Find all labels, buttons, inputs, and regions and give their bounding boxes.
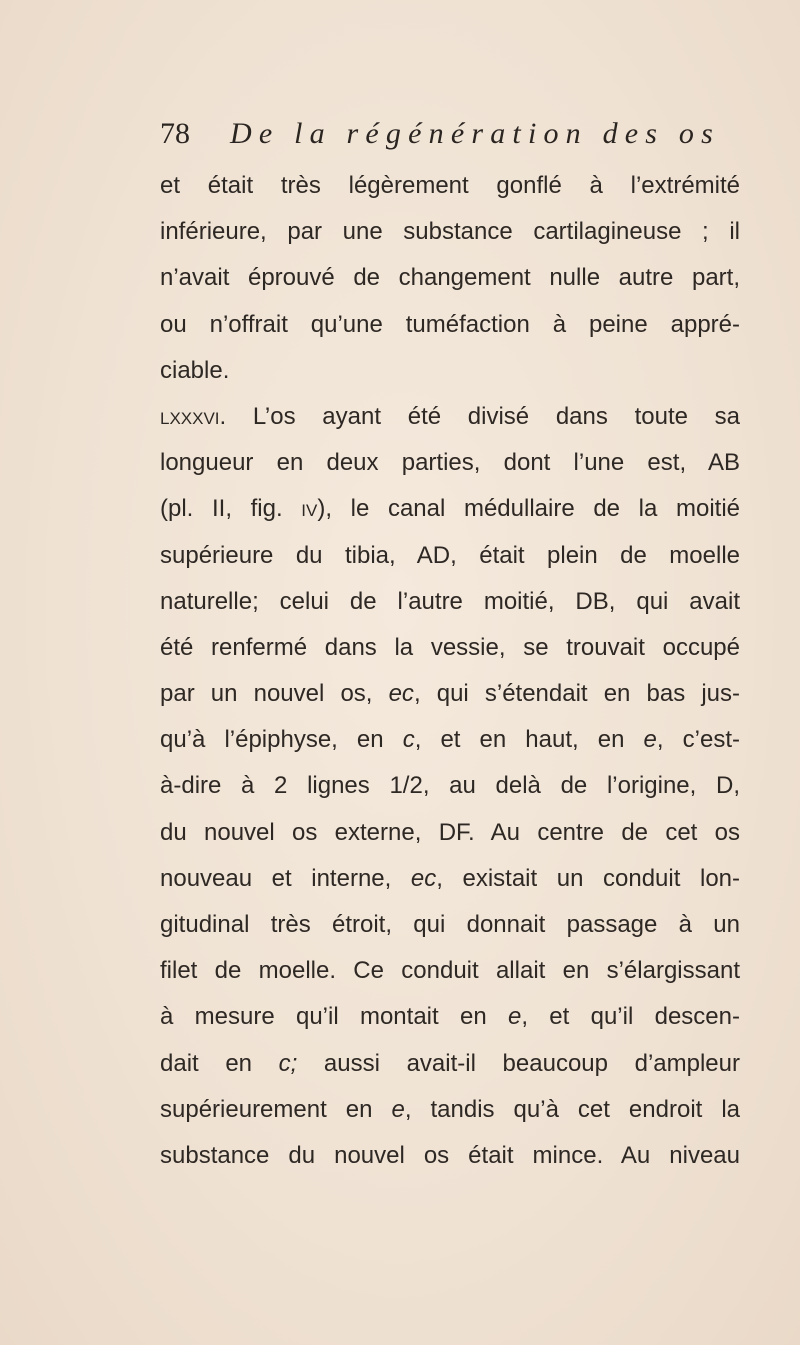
text-line (160, 1087, 740, 1133)
text-line (160, 255, 740, 301)
text-line (160, 1041, 740, 1087)
text-segment: par un nouvel os, (160, 680, 389, 708)
running-title: De la régénération des os (230, 117, 720, 150)
italic-text: ec (410, 864, 437, 892)
text-segment: longueur en deux parties, dont l’une est, AB (160, 449, 740, 477)
text-segment: . L’os ayant été divisé dans toute sa (219, 402, 740, 430)
text-line (160, 671, 740, 717)
text-segment: naturelle; celui de l’autre moitié, DB, qui avait (160, 587, 740, 615)
small-caps-text: lxxxvi (160, 402, 220, 430)
text-line (160, 717, 740, 763)
text-line (160, 163, 740, 209)
text-segment: , tandis qu’à cet endroit la (404, 1095, 740, 1123)
italic-text: e (507, 1003, 522, 1031)
italic-text: ec (388, 680, 414, 708)
text-line (160, 994, 740, 1040)
text-segment: , et en haut, en (414, 726, 644, 754)
text-line (160, 763, 740, 809)
text-segment: à-dire à 2 lignes 1/2, au delà de l’origine, D, (160, 772, 740, 800)
text-line (160, 394, 740, 440)
text-segment: supérieure du tibia, AD, était plein de moelle (160, 541, 740, 569)
body-text (160, 163, 740, 1179)
text-segment: ), le canal médullaire de la moitié (317, 495, 740, 523)
text-line (160, 902, 740, 948)
text-segment: aussi avait-il beaucoup d’ampleur (297, 1049, 740, 1077)
text-line (160, 948, 740, 994)
text-segment: filet de moelle. Ce conduit allait en s’élargissant (160, 957, 740, 985)
text-segment: , qui s’étendait en bas jus- (413, 680, 740, 708)
italic-text: e (391, 1095, 405, 1123)
text-line (160, 440, 740, 486)
text-line (160, 533, 740, 579)
small-caps-text: iv (301, 495, 318, 523)
text-segment: et était très légèrement gonflé à l’extrémité (160, 172, 740, 199)
italic-text: c; (278, 1049, 298, 1077)
text-segment: à mesure qu’il montait en (160, 1003, 508, 1031)
text-line (160, 302, 740, 348)
text-line (160, 209, 740, 255)
text-segment: qu’à l’épiphyse, en (160, 726, 403, 754)
text-segment: , existait un conduit lon- (436, 864, 740, 892)
text-segment: été renfermé dans la vessie, se trouvait occupé (160, 633, 740, 661)
text-segment: , et qu’il descen- (521, 1003, 740, 1031)
italic-text: e (643, 726, 657, 754)
text-segment: inférieure, par une substance cartilagineuse ; il (160, 218, 740, 246)
text-line (160, 348, 740, 394)
text-segment: supérieurement en (160, 1095, 392, 1123)
text-segment: dait en (160, 1049, 279, 1077)
text-segment: gitudinal très étroit, qui donnait passage à un (160, 911, 740, 938)
text-segment: nouveau et interne, (160, 864, 411, 892)
italic-text: c (402, 726, 415, 754)
page-header (160, 112, 720, 156)
page-number: 78 (160, 117, 190, 150)
text-segment: , c’est- (656, 726, 740, 754)
text-segment: substance du nouvel os était mince. Au niveau (160, 1141, 740, 1169)
text-line (160, 579, 740, 625)
text-segment: ou n’offrait qu’une tuméfaction à peine appré- (160, 310, 740, 338)
text-line (160, 856, 740, 902)
text-segment: du nouvel os externe, DF. Au centre de cet os (160, 818, 740, 846)
text-line (160, 486, 740, 532)
text-line (160, 1133, 740, 1179)
text-line (160, 625, 740, 671)
text-segment: ciable. (160, 356, 230, 384)
text-segment: n’avait éprouvé de changement nulle autre part, (160, 264, 740, 292)
text-line (160, 810, 740, 856)
text-segment: (pl. II, fig. (160, 495, 302, 523)
